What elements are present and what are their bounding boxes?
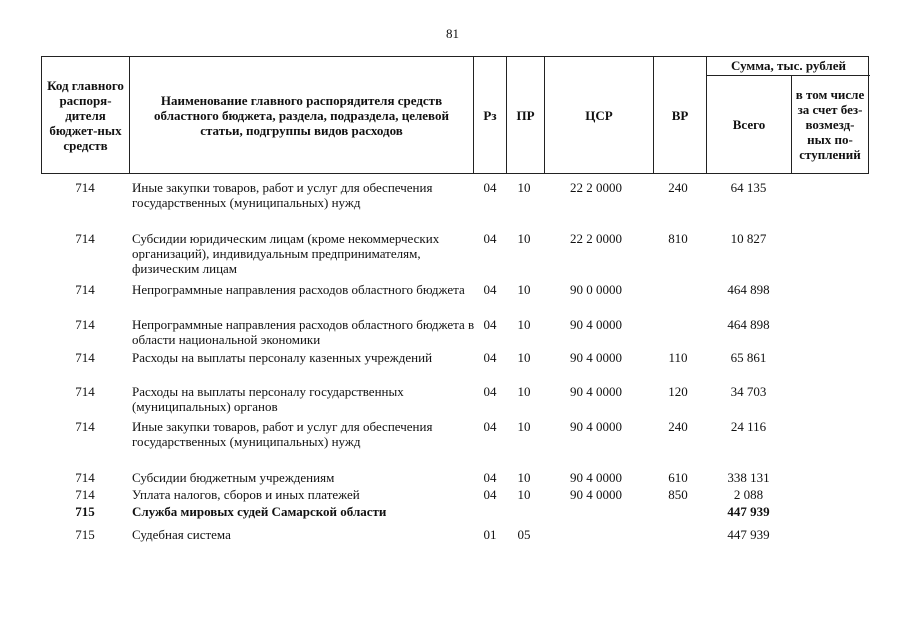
cell-rz: 04 [483, 470, 497, 485]
cell-rz: 04 [483, 231, 497, 246]
cell-rz: 01 [483, 527, 497, 542]
cell-pr: 10 [517, 282, 531, 297]
cell-rz: 04 [483, 419, 497, 434]
cell-csr: 90 4 0000 [570, 317, 622, 332]
cell-pr: 10 [517, 317, 531, 332]
header-rz: Рз [474, 57, 507, 173]
header-sum-group: Сумма, тыс. рублей [707, 57, 870, 76]
cell-code: 714 [75, 419, 95, 434]
cell-code: 714 [75, 180, 95, 195]
cell-vr: 240 [668, 419, 688, 434]
cell-vr: 110 [668, 350, 688, 365]
cell-rz: 04 [483, 350, 497, 365]
header-csr: ЦСР [545, 57, 654, 173]
cell-total: 24 116 [730, 419, 767, 434]
header-pr: ПР [507, 57, 545, 173]
cell-vr: 810 [668, 231, 688, 246]
cell-code: 714 [75, 231, 95, 246]
cell-total: 2 088 [733, 487, 764, 502]
cell-code: 715 [75, 527, 95, 542]
cell-total: 64 135 [730, 180, 767, 195]
cell-name: Непрограммные направления расходов областного бюджета [132, 282, 465, 297]
cell-vr: 610 [668, 470, 688, 485]
cell-vr: 120 [668, 384, 688, 399]
cell-total: 34 703 [730, 384, 767, 399]
cell-name: Уплата налогов, сборов и иных платежей [132, 487, 360, 502]
cell-total: 10 827 [730, 231, 767, 246]
cell-name: Непрограммные направления расходов областного бюджета в области национальной экономики [132, 317, 475, 347]
cell-csr: 90 4 0000 [570, 487, 622, 502]
budget-table [41, 56, 869, 542]
cell-rz: 04 [483, 317, 497, 332]
cell-code: 714 [75, 384, 95, 399]
cell-rz: 04 [483, 384, 497, 399]
cell-total: 447 939 [727, 527, 770, 542]
cell-name: Судебная система [132, 527, 231, 542]
cell-total: 464 898 [727, 282, 770, 297]
header-incl: в том числе за счет без-возмезд-ных по-ступлений [795, 86, 865, 162]
cell-total: 447 939 [727, 504, 770, 519]
cell-pr: 10 [517, 470, 531, 485]
cell-code: 715 [75, 504, 95, 519]
cell-total: 338 131 [727, 470, 770, 485]
cell-code: 714 [75, 317, 95, 332]
cell-code: 714 [75, 282, 95, 297]
header-total: Всего [707, 75, 792, 173]
page-number: 81 [446, 26, 459, 41]
cell-csr: 90 4 0000 [570, 384, 622, 399]
header-name: Наименование главного распорядителя средств областного бюджета, раздела, подраздела, целевой статьи, подгруппы видов расходов [130, 57, 474, 173]
cell-csr: 90 0 0000 [570, 282, 622, 297]
cell-csr: 90 4 0000 [570, 419, 622, 434]
cell-pr: 10 [517, 487, 531, 502]
header-code: Код главного распоря-дителя бюджет-ных средств [42, 57, 130, 173]
cell-name: Расходы на выплаты персоналу казенных учреждений [132, 350, 433, 365]
cell-name: Расходы на выплаты персоналу государственных (муниципальных) органов [132, 384, 404, 414]
cell-pr: 10 [517, 180, 531, 195]
cell-rz: 04 [483, 180, 497, 195]
cell-name: Иные закупки товаров, работ и услуг для обеспечения государственных (муниципальных) нужд [132, 180, 433, 210]
cell-name: Субсидии юридическим лицам (кроме некоммерческих организаций), индивидуальным предпринимателям, физическим лицам [132, 231, 440, 276]
cell-pr: 10 [517, 384, 531, 399]
cell-csr: 22 2 0000 [570, 180, 622, 195]
cell-rz: 04 [483, 282, 497, 297]
table-header [41, 56, 869, 174]
cell-code: 714 [75, 487, 95, 502]
cell-name: Иные закупки товаров, работ и услуг для обеспечения государственных (муниципальных) нужд [132, 419, 433, 449]
cell-vr: 850 [668, 487, 688, 502]
cell-csr: 90 4 0000 [570, 470, 622, 485]
cell-name: Субсидии бюджетным учреждениям [132, 470, 335, 485]
header-vr: ВР [654, 57, 707, 173]
cell-name: Служба мировых судей Самарской области [132, 504, 387, 519]
cell-csr: 90 4 0000 [570, 350, 622, 365]
cell-rz: 04 [483, 487, 497, 502]
cell-pr: 05 [517, 527, 531, 542]
cell-pr: 10 [517, 350, 531, 365]
cell-pr: 10 [517, 419, 531, 434]
cell-csr: 22 2 0000 [570, 231, 622, 246]
cell-vr: 240 [668, 180, 688, 195]
cell-code: 714 [75, 350, 95, 365]
cell-total: 464 898 [727, 317, 770, 332]
cell-code: 714 [75, 470, 95, 485]
cell-pr: 10 [517, 231, 531, 246]
cell-total: 65 861 [730, 350, 767, 365]
